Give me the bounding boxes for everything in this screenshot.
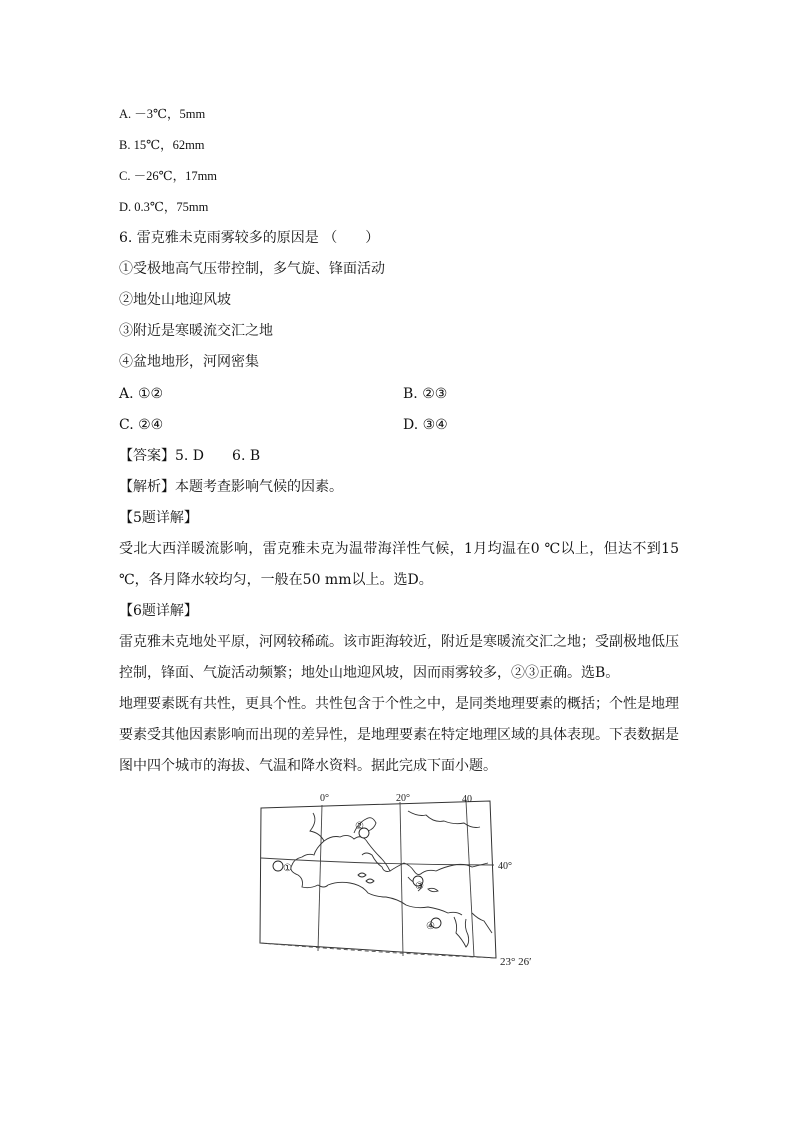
label-lon-40: 40 <box>462 794 472 805</box>
q6-option-c: C. ②④ <box>119 417 164 433</box>
q5-option-a: A. －3℃，5mm <box>119 107 206 121</box>
analysis-line: 【解析】本题考查影响气候的因素。 <box>119 479 343 495</box>
q6-detail-title: 【6题详解】 <box>119 603 198 619</box>
city-1-marker <box>273 861 283 871</box>
q5-option-d: D. 0.3℃，75mm <box>119 200 209 214</box>
label-lon-20: 20° <box>396 793 410 804</box>
label-city-2: ② <box>355 821 364 832</box>
q6-option-d: D. ③④ <box>403 417 448 433</box>
map-frame <box>260 801 496 958</box>
q6-option-b: B. ②③ <box>403 386 448 402</box>
label-city-4: ④ <box>426 921 435 932</box>
q6-stem: 6. 雷克雅未克雨雾较多的原因是 （ ） <box>119 230 380 246</box>
label-tropic: 23° 26′ <box>500 956 532 968</box>
q6-statement-4: ④盆地地形，河网密集 <box>119 354 259 370</box>
q6-statement-1: ①受极地高气压带控制，多气旋、锋面活动 <box>119 261 385 277</box>
intro-paragraph: 地理要素既有共性，更具个性。共性包含于个性之中，是同类地理要素的概括；个性是地理要素受其他因素影响而出现的差异性，是地理要素在特定地理区域的具体表现。下表数据是图中四个城市的海拔、气温和降水资料。据此完成下面小题。 <box>119 696 679 774</box>
q5-detail-title: 【5题详解】 <box>119 510 198 526</box>
label-city-3: ③ <box>415 881 424 892</box>
q5-option-c: C. －26℃，17mm <box>119 169 218 183</box>
q5-option-b: B. 15℃，62mm <box>119 138 205 152</box>
q6-statement-2: ②地处山地迎风坡 <box>119 292 231 308</box>
answer-line: 【答案】5. D 6. B <box>119 448 261 464</box>
q6-option-a: A. ①② <box>119 386 164 402</box>
mediterranean-map <box>258 793 548 973</box>
q6-statement-3: ③附近是寒暖流交汇之地 <box>119 323 273 339</box>
q6-detail-text: 雷克雅未克地处平原，河网较稀疏。该市距海较近，附近是寒暖流交汇之地；受副极地低压控制，锋面、气旋活动频繁；地处山地迎风坡，因而雨雾较多，②③正确。选B。 <box>119 634 679 681</box>
label-lat-40: 40° <box>498 861 512 872</box>
label-lon-0: 0° <box>320 793 329 804</box>
q5-detail-text: 受北大西洋暖流影响，雷克雅未克为温带海洋性气候，1月均温在0 ℃以上，但达不到15 ℃，各月降水较均匀，一般在50 mm以上。选D。 <box>119 541 679 588</box>
label-city-1: ① <box>283 863 292 874</box>
map-figure <box>258 793 548 973</box>
